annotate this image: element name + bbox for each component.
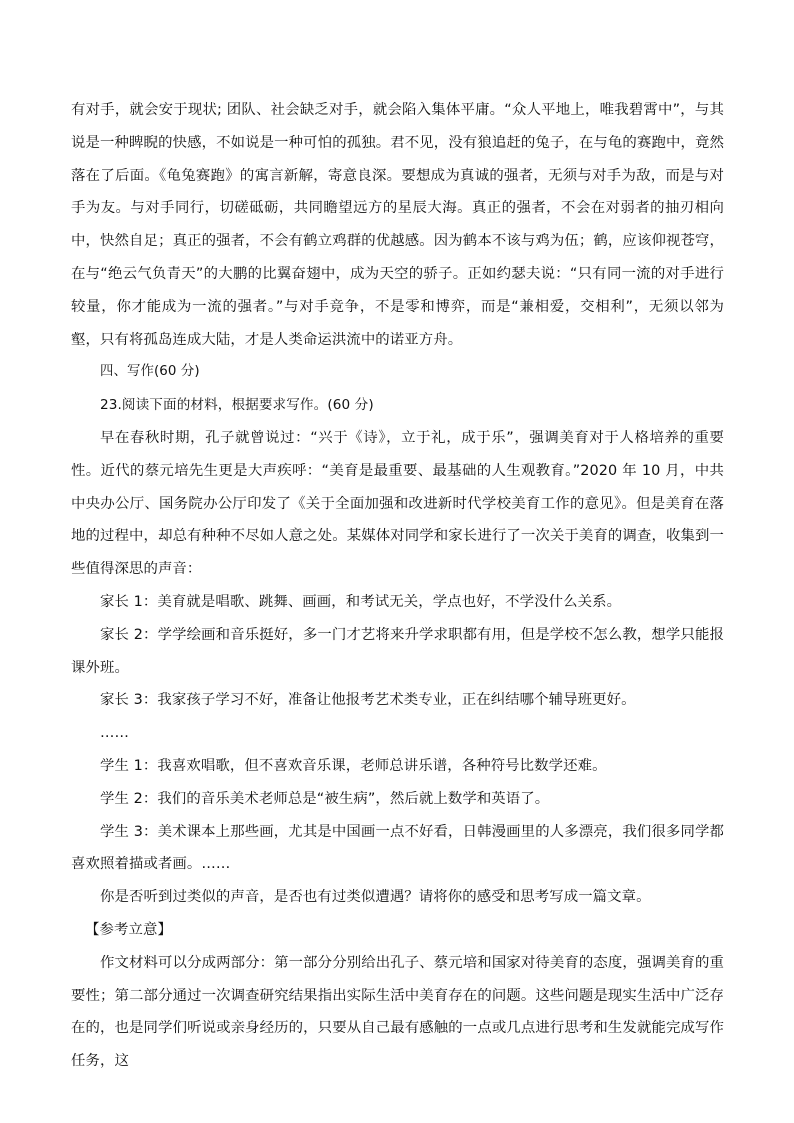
parent-1-quote: 家长 1：美育就是唱歌、跳舞、画画，和考试无关，学点也好，不学没什么关系。: [100, 593, 622, 610]
material-paragraph: 早在春秋时期，孔子就曾说过：“兴于《诗》，立于礼，成于乐”，强调美育对于人格培养的重要性。近代的蔡元培先生更是大声疾呼：“美育是最重要、最基础的人生观教育。”2020 年 10 月，中共中央办公厅、国务院办公厅印发了《关于全面加强和改进新时代学校美育工作的意见》。但是美育在落地的过程中，却总有种种不尽如人意之处。某媒体对同学和家长进行了一次关于美育的调查，收集到一些值得深思的声音：: [71, 429, 724, 578]
student-1-quote: 学生 1：我喜欢唱歌，但不喜欢音乐课，老师总讲乐谱，各种符号比数学还难。: [100, 757, 607, 774]
parent-2-quote: 家长 2：学学绘画和音乐挺好，多一门才艺将来升学求职都有用，但是学校不怎么教，想学只能报课外班。: [71, 626, 724, 676]
writing-prompt: 你是否听到过类似的声音，是否也有过类似遭遇？请将你的感受和思考写成一篇文章。: [100, 889, 651, 906]
student-2-quote: 学生 2：我们的音乐美术老师总是“被生病”，然后就上数学和英语了。: [100, 790, 550, 807]
parent-3-quote: 家长 3：我家孩子学习不好，准备让他报考艺术类专业，正在纠结哪个辅导班更好。: [100, 692, 636, 709]
reference-paragraph: 作文材料可以分成两部分：第一部分分别给出孔子、蔡元培和国家对待美育的态度，强调美育的重要性；第二部分通过一次调查研究结果指出实际生活中美育存在的问题。这些问题是现实生活中广泛存在的，也是同学们听说或亲身经历的，只要从自己最有感触的一点或几点进行思考和生发就能完成写作任务，这: [71, 954, 724, 1070]
student-3-quote: 学生 3：美术课本上那些画，尤其是中国画一点不好看，日韩漫画里的人多漂亮，我们很多同学都喜欢照着描或者画。……: [71, 823, 724, 873]
reference-heading: 【参考立意】: [85, 921, 172, 938]
ellipsis-line: ……: [100, 725, 129, 742]
question-line: 23.阅读下面的材料，根据要求写作。(60 分): [100, 397, 374, 414]
section-heading: 四、写作(60 分): [100, 364, 200, 380]
intro-paragraph: 有对手，就会安于现状; 团队、社会缺乏对手，就会陷入集体平庸。“众人平地上，唯我碧霄中”，与其说是一种睥睨的快感，不如说是一种可怕的孤独。君不见，没有狼追赶的兔子，在与龟的赛跑中，竟然落在了后面。《龟兔赛跑》的寓言新解，寄意良深。要想成为真诚的强者，无须与对手为敌，而是与对手为友。与对手同行，切磋砥砺，共同瞻望远方的星辰大海。真正的强者，不会在对弱者的抽刃相向中，快然自足；真正的强者，不会有鹤立鸡群的优越感。因为鹤本不该与鸡为伍；鹤，应该仰视苍穹，在与“绝云气负青天”的大鹏的比翼奋翅中，成为天空的骄子。正如约瑟夫说：“只有同一流的对手进行较量，你才能成为一流的强者。”与对手竞争，不是零和博弈，而是“兼相爱，交相利”，无须以邻为壑，只有将孤岛连成大陆，才是人类命运洪流中的诺亚方舟。: [71, 102, 725, 348]
